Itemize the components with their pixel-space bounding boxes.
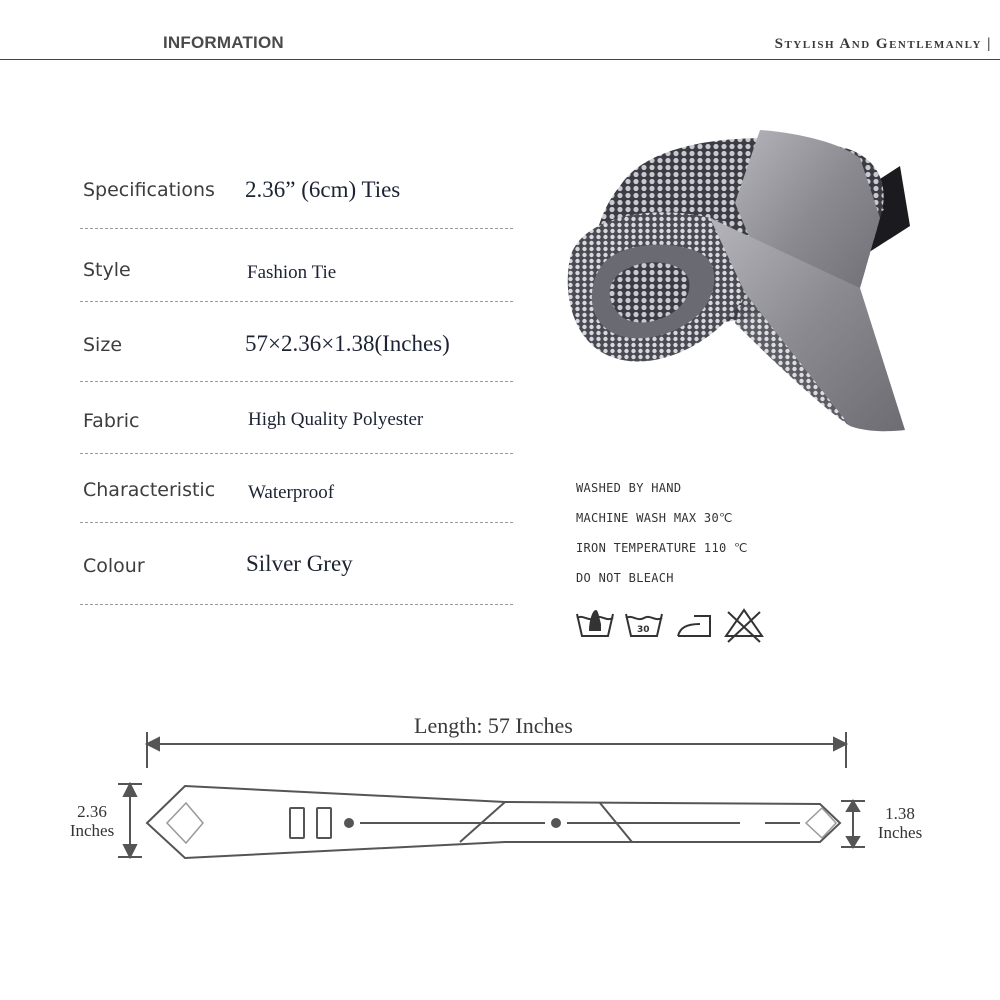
narrow-end-width-value: 1.38 <box>885 804 915 823</box>
care-icons <box>574 604 770 650</box>
header-divider <box>0 59 1000 60</box>
spec-row-specifications <box>80 166 513 229</box>
section-title: INFORMATION <box>163 33 284 52</box>
spec-value: Waterproof <box>248 482 335 503</box>
spec-label: Fabric <box>83 410 140 432</box>
machine-wash-30-icon <box>626 614 662 636</box>
tagline: Stylish And Gentlemanly | <box>774 36 992 52</box>
do-not-bleach-icon <box>726 610 762 642</box>
wide-end-width-unit: Inches <box>69 821 115 840</box>
tie-outline <box>147 786 840 858</box>
spec-value: Fashion Tie <box>247 262 337 283</box>
care-instruction: IRON TEMPERATURE 110 ℃ <box>576 541 748 555</box>
narrow-end-width-unit: Inches <box>877 823 923 842</box>
spec-row-characteristic <box>80 468 513 523</box>
care-instruction: WASHED BY HAND <box>576 481 682 495</box>
iron-icon <box>678 616 710 636</box>
spec-label: Size <box>83 334 123 356</box>
length-label: Length: 57 Inches <box>414 713 573 738</box>
spec-label: Characteristic <box>83 479 216 501</box>
narrow-end-width-arrow <box>841 801 865 847</box>
spec-label: Style <box>83 259 131 281</box>
spec-value: 57×2.36×1.38(Inches) <box>245 331 450 356</box>
spec-row-size <box>80 320 513 382</box>
product-photo <box>560 108 910 438</box>
wide-end-width-value: 2.36 <box>77 802 107 821</box>
spec-label: Specifications <box>83 179 215 201</box>
svg-text:30: 30 <box>637 625 650 635</box>
spec-value: Silver Grey <box>246 551 353 576</box>
wide-end-width-label <box>62 802 122 840</box>
spec-label: Colour <box>83 555 145 577</box>
spec-value: High Quality Polyester <box>248 409 424 430</box>
spec-value: 2.36” (6cm) Ties <box>245 177 401 202</box>
hand-wash-icon <box>577 610 613 636</box>
spec-row-fabric <box>80 396 513 454</box>
spec-row-style <box>80 242 513 302</box>
care-instruction: MACHINE WASH MAX 30℃ <box>576 511 733 525</box>
spec-row-colour <box>80 540 513 605</box>
narrow-end-width-label <box>868 804 932 842</box>
care-instruction: DO NOT BLEACH <box>576 571 674 585</box>
